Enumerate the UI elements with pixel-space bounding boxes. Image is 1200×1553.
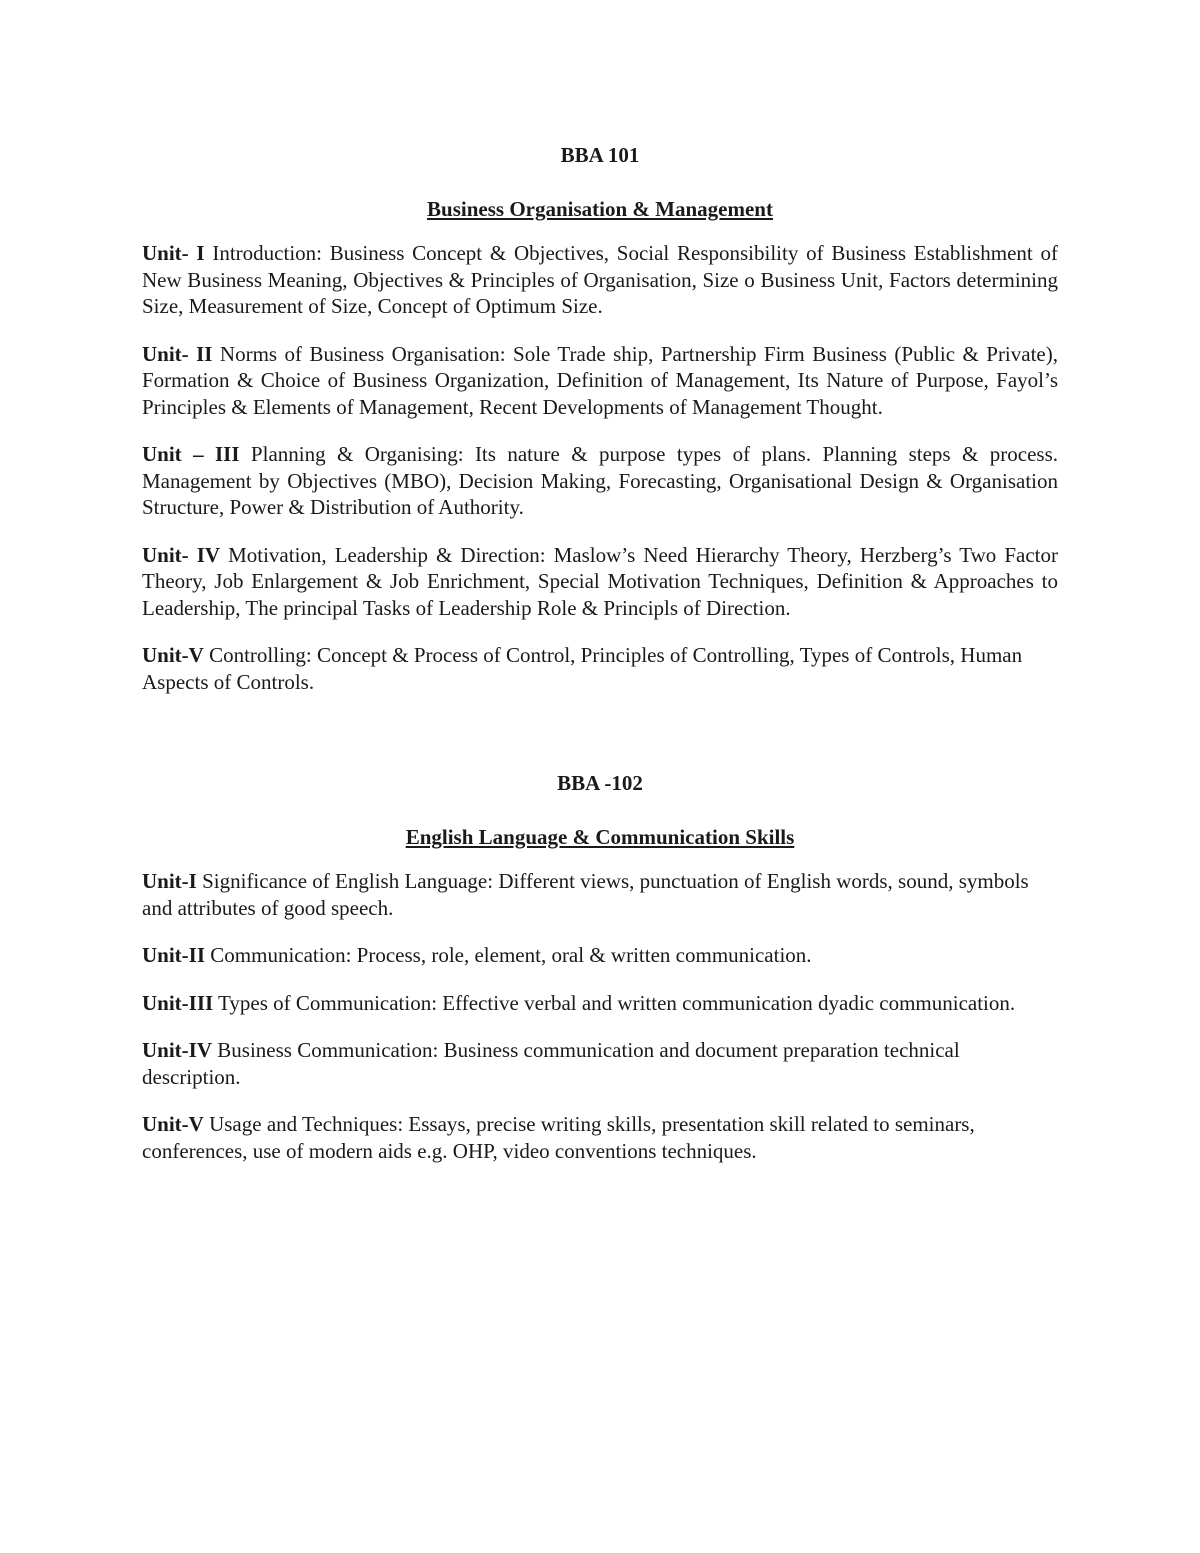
unit-label: Unit- I (142, 241, 205, 265)
unit-paragraph (142, 868, 1058, 921)
unit-label: Unit- IV (142, 542, 221, 567)
unit-paragraph (142, 542, 1058, 622)
unit-label: Unit-III (142, 990, 214, 1015)
unit-label: Unit-IV (142, 1038, 213, 1062)
unit-paragraph (142, 1111, 1058, 1164)
unit-label: Unit-V (142, 643, 204, 667)
unit-paragraph (142, 942, 1058, 969)
unit-label: Unit- II (142, 341, 213, 366)
unit-paragraph (142, 240, 1058, 320)
unit-text: Motivation, Leadership & Direction: Maslow’s Need Hierarchy Theory, Herzberg’s Two Factor Theory, Job Enlargement & Job Enrichment, Special Motivation Techniques, Definition & Approaches to Leadership, The principal Tasks of Leadership Role & Principls of Direction. (142, 542, 1058, 620)
syllabus-page (142, 140, 1058, 1185)
unit-label: Unit – III (142, 442, 240, 466)
course-code: BBA 101 (560, 143, 640, 167)
section-spacer (142, 716, 1058, 768)
unit-label: Unit-V (142, 1112, 204, 1136)
unit-text: Business Communication: Business communication and document preparation technical description. (142, 1038, 960, 1089)
unit-paragraph (142, 990, 1058, 1017)
unit-label: Unit-I (142, 869, 197, 893)
course-title: Business Organisation & Management (427, 197, 773, 221)
unit-text: Types of Communication: Effective verbal and written communication dyadic communication. (213, 990, 1016, 1015)
unit-text: Communication: Process, role, element, oral & written communication. (205, 943, 812, 967)
course-section-bba-102 (142, 768, 1058, 1164)
unit-text: Introduction: Business Concept & Objectives, Social Responsibility of Business Establishment of New Business Meaning, Objectives & Principles of Organisation, Size o Business Unit, Factors determining Size, Measurement of Size, Concept of Optimum Size. (142, 241, 1058, 318)
unit-paragraph (142, 1037, 1058, 1090)
unit-text: Norms of Business Organisation: Sole Trade ship, Partnership Firm Business (Public & Private), Formation & Choice of Business Organization, Definition of Management, Its Nature of Purpose, Fayol’s Principles & Elements of Management, Recent Developments of Management Thought. (142, 341, 1058, 419)
unit-label: Unit-II (142, 943, 206, 967)
unit-text: Usage and Techniques: Essays, precise writing skills, presentation skill related to seminars, conferences, use of modern aids e.g. OHP, video conventions techniques. (142, 1112, 975, 1163)
unit-text: Planning & Organising: Its nature & purpose types of plans. Planning steps & process. Management by Objectives (MBO), Decision Making, Forecasting, Organisational Design & Organisation Structure, Power & Distribution of Authority. (142, 442, 1058, 519)
course-code: BBA -102 (557, 771, 643, 795)
unit-paragraph (142, 341, 1058, 421)
course-section-bba-101 (142, 140, 1058, 695)
unit-text: Significance of English Language: Different views, punctuation of English words, sound, symbols and attributes of good speech. (142, 869, 1029, 920)
unit-paragraph (142, 642, 1058, 695)
unit-paragraph (142, 441, 1058, 521)
unit-text: Controlling: Concept & Process of Control, Principles of Controlling, Types of Controls, Human Aspects of Controls. (142, 643, 1023, 694)
course-title: English Language & Communication Skills (405, 825, 795, 849)
